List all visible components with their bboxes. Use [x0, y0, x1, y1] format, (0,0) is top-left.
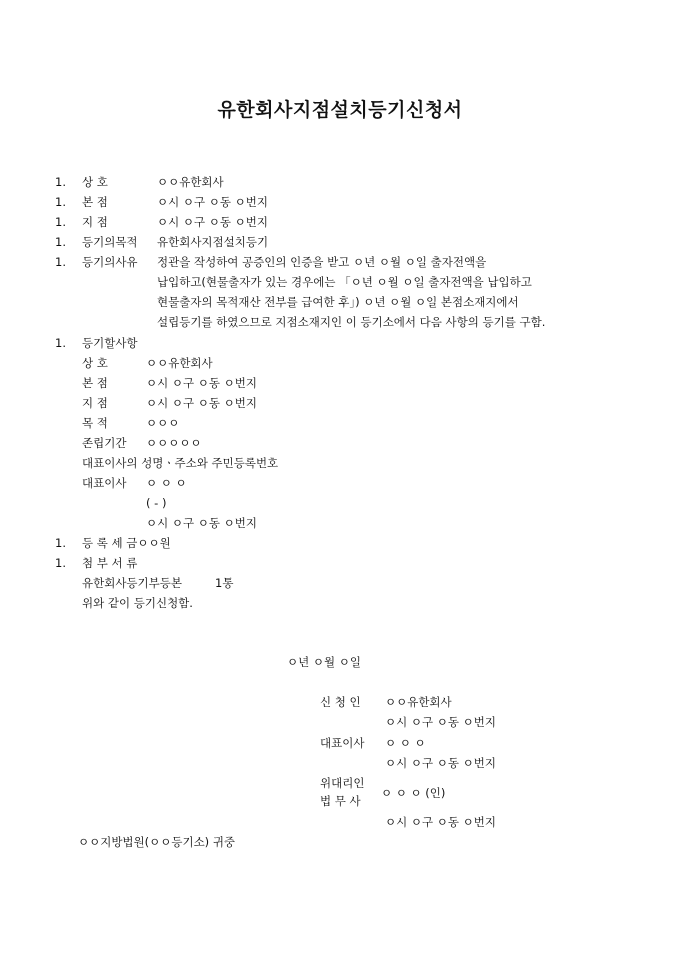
reg-trade-name-label: 상 호: [82, 356, 108, 370]
reason-line-3: 현물출자의 목적재산 전부를 급여한 후」) ㅇ년 ㅇ월 ㅇ일 본점소재지에서: [157, 295, 519, 309]
closing-statement: 위와 같이 등기신청함.: [82, 596, 193, 610]
item-number: 1.: [55, 255, 66, 269]
agent-label-2: 법 무 사: [320, 794, 361, 808]
purpose-label: 등기의목적: [82, 235, 138, 249]
applicant-address: ㅇ시 ㅇ구 ㅇ동 ㅇ번지: [385, 715, 496, 729]
purpose-value: 유한회사지점설치등기: [157, 235, 269, 249]
ceo-label: 대표이사: [320, 736, 365, 750]
applicant-label: 신 청 인: [320, 695, 361, 709]
reg-branch-value: ㅇ시 ㅇ구 ㅇ동 ㅇ번지: [146, 396, 257, 410]
item-number: 1.: [55, 195, 66, 209]
head-office-value: ㅇ시 ㅇ구 ㅇ동 ㅇ번지: [157, 195, 268, 209]
reason-line-4: 설립등기를 하였으므로 지점소재지인 이 등기소에서 다음 사항의 등기를 구함.: [157, 315, 546, 329]
item-number: 1.: [55, 336, 66, 350]
rep-label: 대표이사: [82, 476, 127, 490]
branch-value: ㅇ시 ㅇ구 ㅇ동 ㅇ번지: [157, 215, 268, 229]
trade-name-label: 상 호: [82, 175, 108, 189]
registration-tax: 등 록 세 금ㅇㅇ원: [82, 536, 171, 550]
agent-name: ㅇ ㅇ ㅇ (인): [381, 786, 446, 800]
application-date: ㅇ년 ㅇ월 ㅇ일: [287, 655, 361, 669]
item-number: 1.: [55, 556, 66, 570]
item-number: 1.: [55, 536, 66, 550]
reason-line-2: 납입하고(현물출자가 있는 경우에는 「ㅇ년 ㅇ월 ㅇ일 출자전액을 납입하고: [157, 275, 532, 289]
court-addressee: ㅇㅇ지방법원(ㅇㅇ등기소) 귀중: [78, 835, 236, 849]
rep-address: ㅇ시 ㅇ구 ㅇ동 ㅇ번지: [146, 516, 257, 530]
reason-line-1: 정관을 작성하여 공증인의 인증을 받고 ㅇ년 ㅇ월 ㅇ일 출자전액을: [157, 255, 487, 269]
reg-items-heading: 등기할사항: [82, 336, 138, 350]
item-number: 1.: [55, 215, 66, 229]
reg-head-office-label: 본 점: [82, 376, 108, 390]
item-number: 1.: [55, 235, 66, 249]
rep-id-number: ( - ): [146, 496, 167, 510]
reg-duration-label: 존립기간: [82, 436, 127, 450]
agent-address: ㅇ시 ㅇ구 ㅇ동 ㅇ번지: [385, 815, 496, 829]
document-title: 유한회사지점설치등기신청서: [217, 99, 463, 121]
agent-label-1: 위대리인: [320, 776, 365, 790]
item-number: 1.: [55, 175, 66, 189]
attachment-count: 1통: [215, 576, 234, 590]
reg-trade-name-value: ㅇㅇ유한회사: [146, 356, 213, 370]
rep-heading: 대표이사의 성명ㆍ주소와 주민등록번호: [82, 456, 279, 470]
reg-branch-label: 지 점: [82, 396, 108, 410]
applicant-name: ㅇㅇ유한회사: [385, 695, 452, 709]
reason-label: 등기의사유: [82, 255, 138, 269]
attachment-item: 유한회사등기부등본: [82, 576, 182, 590]
reg-purpose-label: 목 적: [82, 416, 108, 430]
reg-head-office-value: ㅇ시 ㅇ구 ㅇ동 ㅇ번지: [146, 376, 257, 390]
reg-duration-value: ㅇㅇㅇㅇㅇ: [146, 436, 202, 450]
reg-purpose-value: ㅇㅇㅇ: [146, 416, 180, 430]
head-office-label: 본 점: [82, 195, 108, 209]
branch-label: 지 점: [82, 215, 108, 229]
rep-name: ㅇ ㅇ ㅇ: [146, 476, 187, 490]
ceo-name: ㅇ ㅇ ㅇ: [385, 736, 426, 750]
attachments-heading: 첨 부 서 류: [82, 556, 138, 570]
trade-name-value: ㅇㅇ유한회사: [157, 175, 224, 189]
ceo-address: ㅇ시 ㅇ구 ㅇ동 ㅇ번지: [385, 756, 496, 770]
